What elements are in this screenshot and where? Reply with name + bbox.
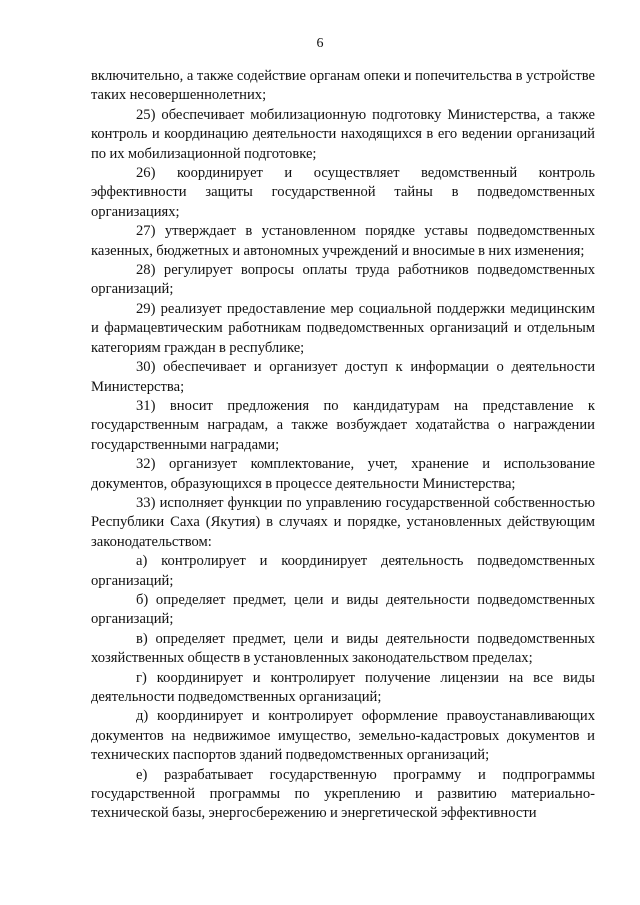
paragraph-subitem-v: в) определяет предмет, цели и виды деятельности подведомственных хозяйственных обществ в установленных законодательством пределах; (91, 630, 595, 667)
paragraph-subitem-b: б) определяет предмет, цели и виды деятельности подведомственных организаций; (91, 591, 595, 628)
paragraph-item-27: 27) утверждает в установленном порядке уставы подведомственных казенных, бюджетных и автономных учреждений и вносимые в них изменения; (91, 223, 595, 259)
paragraph-subitem-e: е) разрабатывает государственную программу и подпрограммы государственной программы по укреплению и развитию материально-технической базы, энергосбережению и энергетической эффективности (91, 766, 595, 822)
paragraph-item-29: 29) реализует предоставление мер социальной поддержки медицинским и фармацевтическим работникам подведомственных организаций и отдельным категориям граждан в республике; (91, 300, 595, 356)
document-body (91, 67, 595, 824)
paragraph-item-33: 33) исполняет функции по управлению государственной собственностью Республики Саха (Якутия) в случаях и порядке, установленных действующим законодательством: (91, 494, 595, 550)
paragraph-item-28: 28) регулирует вопросы оплаты труда работников подведомственных организаций; (91, 262, 595, 298)
paragraph-item-31: 31) вносит предложения по кандидатурам на представление к государственным наградам, а также возбуждает ходатайства о награждении государственными наградами; (91, 397, 595, 453)
paragraph-subitem-d: д) координирует и контролирует оформление правоустанавливающих документов на недвижимое имущество, земельно-кадастровых документов и технических паспортов зданий подведомственных организаций; (91, 708, 595, 764)
paragraph-item-30: 30) обеспечивает и организует доступ к информации о деятельности Министерства; (91, 359, 595, 395)
paragraph-item-32: 32) организует комплектование, учет, хранение и использование документов, образующихся в процессе деятельности Министерства; (91, 456, 595, 492)
paragraph-item-25: 25) обеспечивает мобилизационную подготовку Министерства, а также контроль и координацию деятельности находящихся в его ведении организаций по их мобилизационной подготовке; (91, 106, 595, 162)
paragraph-item-26: 26) координирует и осуществляет ведомственный контроль эффективности защиты государственной тайны в подведомственных организациях; (91, 165, 595, 220)
page-number: 6 (316, 36, 324, 51)
paragraph-continuation: включительно, а также содействие органам опеки и попечительства в устройстве таких несовершеннолетних; (91, 68, 595, 104)
paragraph-subitem-a: а) контролирует и координирует деятельность подведомственных организаций; (91, 553, 595, 589)
paragraph-subitem-g: г) координирует и контролирует получение лицензии на все виды деятельности подведомственных организаций; (91, 669, 595, 705)
